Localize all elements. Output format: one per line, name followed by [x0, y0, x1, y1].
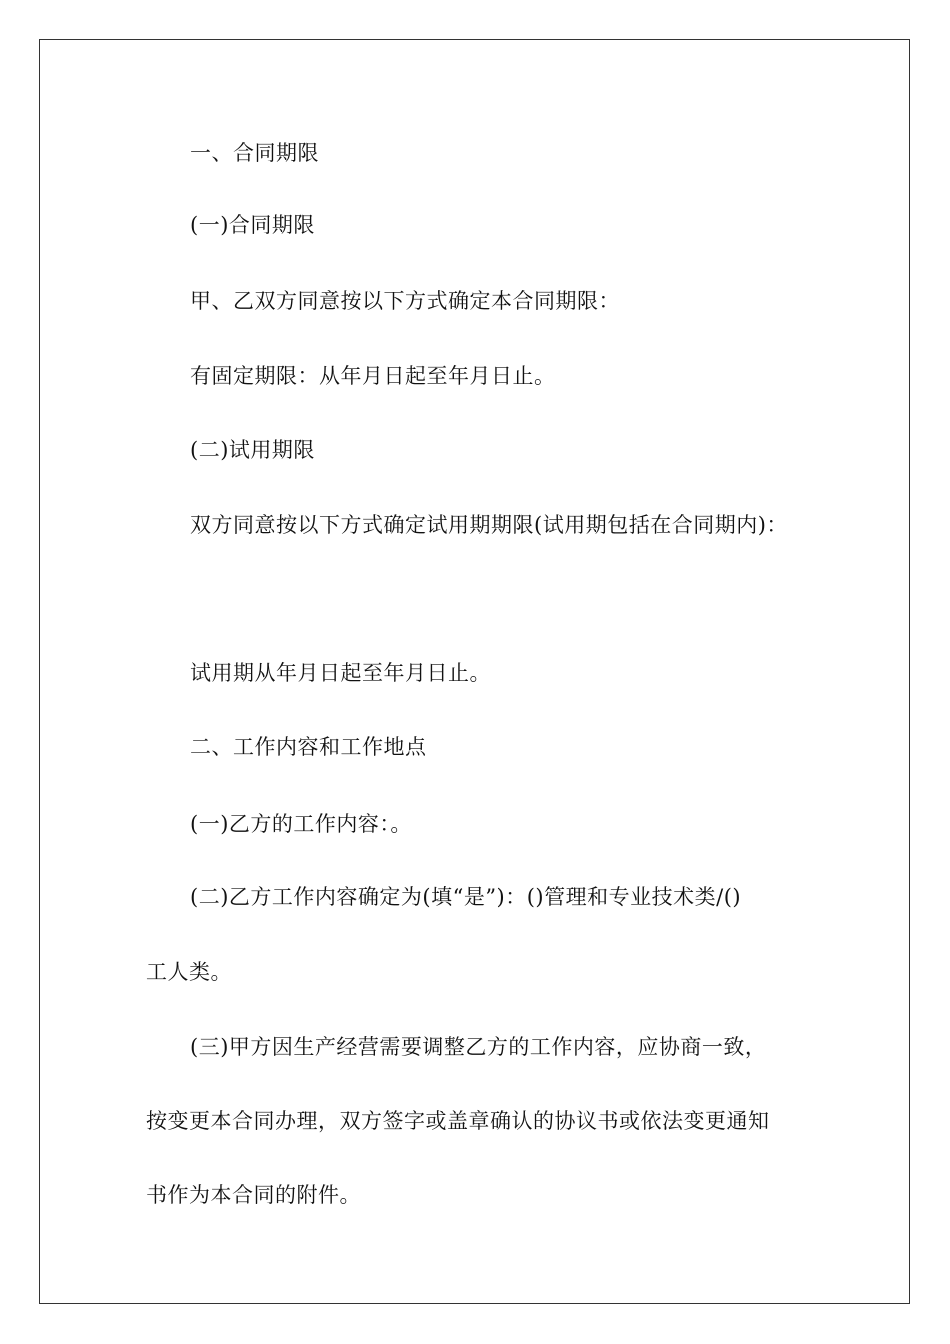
subsection-heading-contract-term: (一)合同期限 — [190, 213, 315, 237]
section-heading-contract-term: 一、合同期限 — [190, 141, 319, 165]
paragraph-adjustment-continued-1: 按变更本合同办理，双方签字或盖章确认的协议书或依法变更通知 — [146, 1109, 770, 1133]
section-heading-work-content: 二、工作内容和工作地点 — [190, 735, 427, 759]
paragraph-term-agreement: 甲、乙双方同意按以下方式确定本合同期限： — [190, 289, 620, 313]
paragraph-work-category-continued: 工人类。 — [146, 960, 232, 984]
paragraph-probation-period: 试用期从年月日起至年月日止。 — [190, 661, 491, 685]
subsection-heading-probation: (二)试用期限 — [190, 438, 315, 462]
paragraph-fixed-term: 有固定期限：从年月日起至年月日止。 — [190, 364, 556, 388]
paragraph-work-content: (一)乙方的工作内容：。 — [190, 812, 412, 836]
paragraph-probation-agreement: 双方同意按以下方式确定试用期期限(试用期包括在合同期内)： — [190, 513, 788, 537]
paragraph-work-category: (二)乙方工作内容确定为(填“是”)：()管理和专业技术类/() — [190, 885, 742, 909]
paragraph-adjustment: (三)甲方因生产经营需要调整乙方的工作内容，应协商一致， — [190, 1035, 767, 1059]
paragraph-adjustment-continued-2: 书作为本合同的附件。 — [146, 1183, 361, 1207]
